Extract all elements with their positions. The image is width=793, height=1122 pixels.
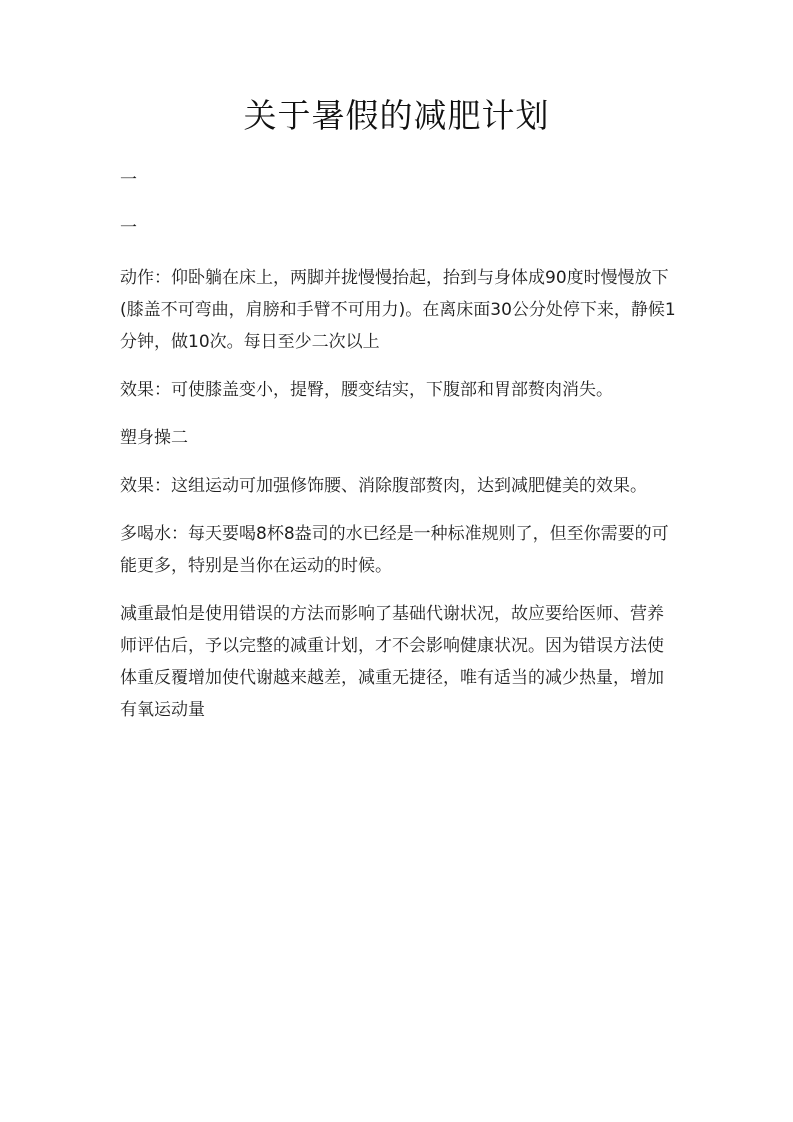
- paragraph-shaping-exercise: 塑身操二: [120, 428, 188, 448]
- paragraph-dash-2: 一: [120, 218, 137, 238]
- paragraph-effect-1: 效果：可使膝盖变小，提臀，腰变结实，下腹部和胃部赘肉消失。: [120, 380, 613, 400]
- document-title: 关于暑假的减肥计划: [243, 96, 550, 135]
- paragraph-effect-2: 效果：这组运动可加强修饰腰、消除腹部赘肉，达到减肥健美的效果。: [120, 476, 647, 496]
- paragraph-dash-1: 一: [120, 170, 137, 190]
- paragraph-action: 动作：仰卧躺在床上，两脚并拢慢慢抬起，抬到与身体成90度时慢慢放下(膝盖不可弯曲，肩膀和手臂不可用力)。在离床面30公分处停下来，静候1分钟，做10次。每日至少二次以上: [120, 268, 676, 352]
- paragraph-weight-reduction: 减重最怕是使用错误的方法而影响了基础代谢状况，故应要给医师、营养师评估后，予以完整的减重计划，才不会影响健康状况。因为错误方法使体重反覆增加使代谢越来越差，减重无捷径，唯有适当的减少热量，增加有氧运动量: [120, 604, 664, 720]
- paragraph-drink-water: 多喝水：每天要喝8杯8盎司的水已经是一种标准规则了，但至你需要的可能更多，特别是当你在运动的时候。: [120, 524, 669, 576]
